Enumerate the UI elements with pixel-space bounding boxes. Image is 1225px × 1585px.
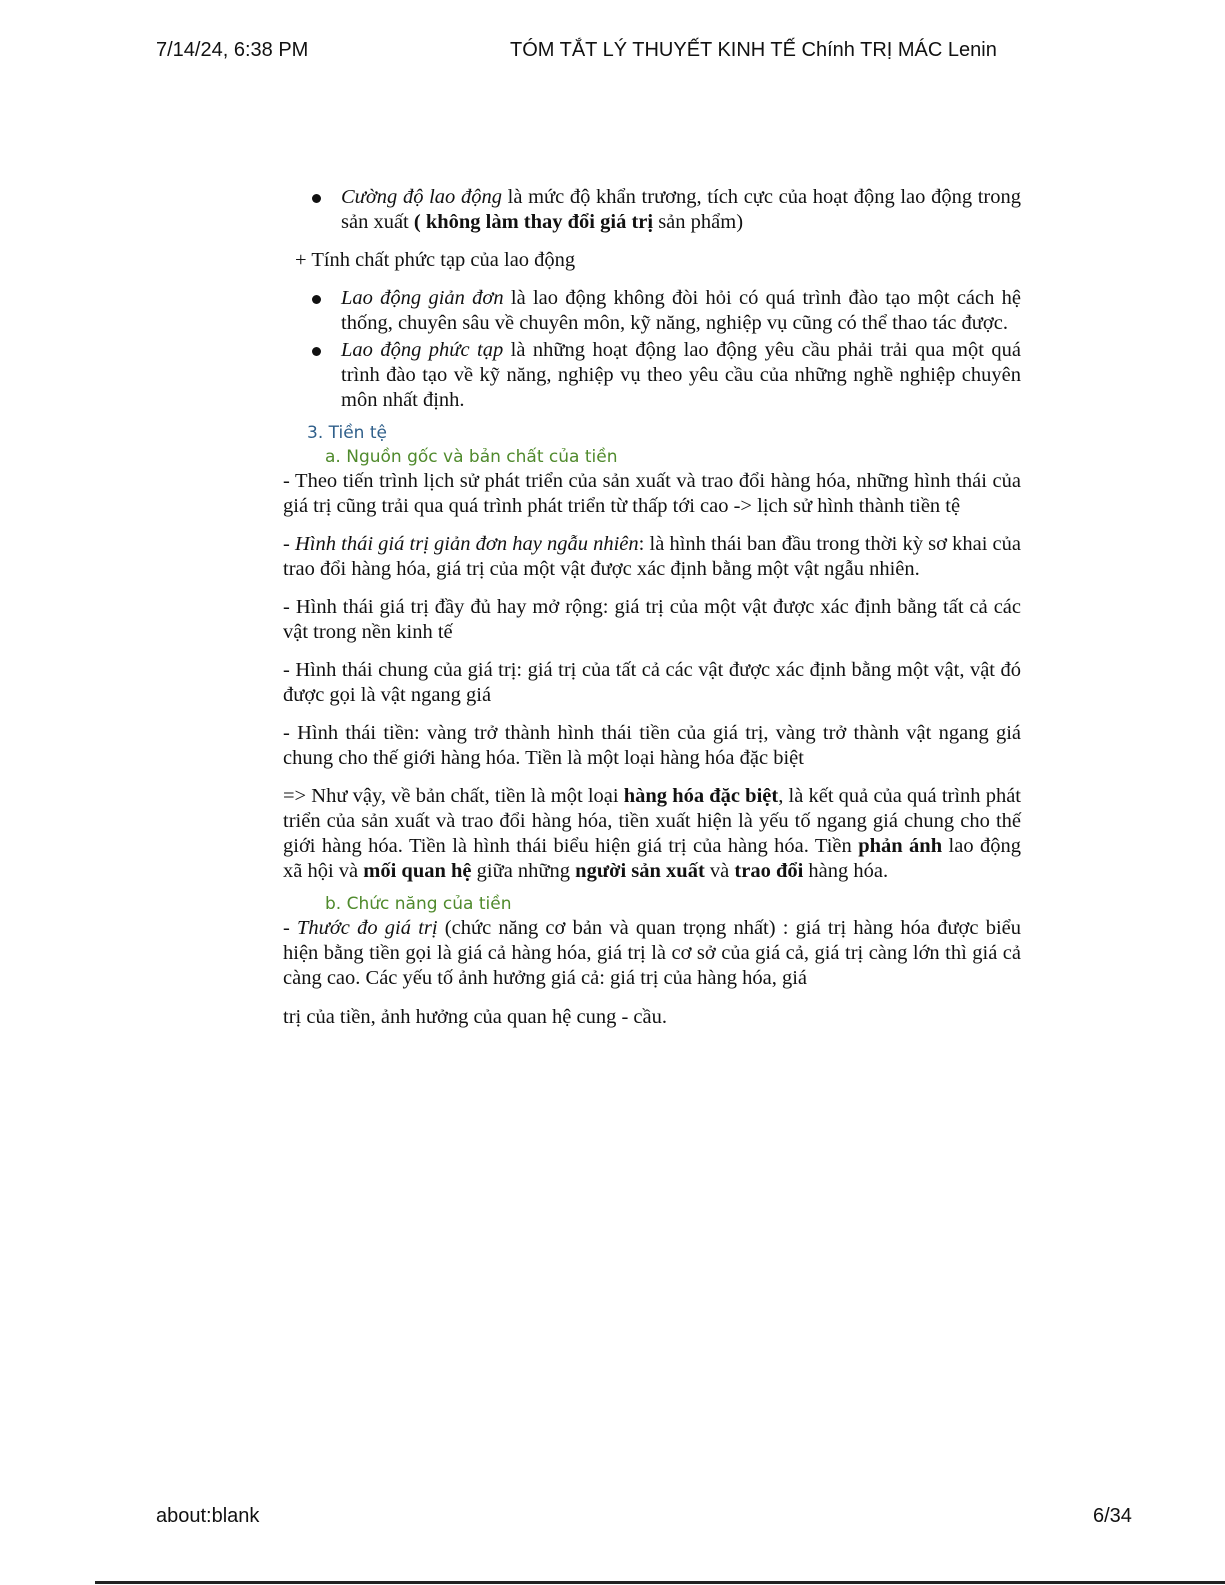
paragraph: - Hình thái chung của giá trị: giá trị của tất cả các vật được xác định bằng một vật, vật đó được gọi là vật ngang giá xyxy=(283,659,1021,706)
bullet-icon xyxy=(312,347,321,356)
bullet-item xyxy=(283,286,1021,336)
footer-page-number: 6/34 xyxy=(1093,1505,1132,1527)
term: Lao động phức tạp xyxy=(341,339,504,361)
text: là lao động không đòi hỏi có quá trình đào tạo một cách hệ thống, chuyên sâu về chuyên môn, kỹ năng, nghiệp vụ cũng có thể thao tác được. xyxy=(341,287,1021,334)
term: Hình thái giá trị giản đơn hay ngẫu nhiên xyxy=(294,533,639,555)
text: hàng hóa. xyxy=(803,860,889,882)
paragraph xyxy=(283,532,1021,582)
complex-heading: + Tính chất phức tạp của lao động xyxy=(295,249,576,271)
text: và xyxy=(704,860,735,882)
bold-text: người sản xuất xyxy=(575,860,705,882)
term: Thước đo giá trị xyxy=(297,917,438,939)
text: lao động xã hội và xyxy=(283,835,1022,882)
subsection-heading: b. Chức năng của tiền xyxy=(325,894,512,914)
text: : là hình thái ban đầu trong thời kỳ sơ khai của trao đổi hàng hóa, giá trị của một vật được xác định bằng một vật ngẫu nhiên. xyxy=(283,533,1021,580)
footer-url: about:blank xyxy=(156,1505,260,1527)
header-title: TÓM TẮT LÝ THUYẾT KINH TẾ Chính TRỊ MÁC Lenin xyxy=(510,39,997,61)
paragraph: - Hình thái tiền: vàng trở thành hình thái tiền của giá trị, vàng trở thành vật ngang giá chung cho thế giới hàng hóa. Tiền là một loại hàng hóa đặc biệt xyxy=(283,722,1021,769)
term: Lao động giản đơn xyxy=(341,287,504,309)
subsection-heading: a. Nguồn gốc và bản chất của tiền xyxy=(325,447,618,467)
text: (chức năng cơ bản và quan trọng nhất) : giá trị hàng hóa được biểu hiện bằng tiền gọi là giá cả hàng hóa, giá trị là cơ sở của giá cả, giá trị càng lớn thì giá cả càng cao. Các yếu tố ảnh hưởng giá cả: giá trị của hàng hóa, giá xyxy=(283,917,1021,989)
term: Cường độ lao động xyxy=(341,186,502,208)
text: sản phẩm) xyxy=(653,211,744,233)
bullet-text xyxy=(341,185,1021,235)
bold-text: mối quan hệ xyxy=(363,860,472,882)
paragraph: trị của tiền, ảnh hưởng của quan hệ cung - cầu. xyxy=(283,1006,667,1028)
header-datetime: 7/14/24, 6:38 PM xyxy=(156,39,309,61)
bullet-item xyxy=(283,338,1021,413)
bold-text: ( không làm thay đổi giá trị xyxy=(413,211,654,233)
bold-text: phản ánh xyxy=(858,835,943,857)
bullet-item xyxy=(283,185,1021,235)
page-bottom-border xyxy=(95,1581,1225,1584)
bold-text: hàng hóa đặc biệt xyxy=(623,785,779,807)
document-body xyxy=(283,185,1021,1030)
bullet-text xyxy=(341,338,1021,413)
text: là mức độ khẩn trương, tích cực của hoạt động lao động trong sản xuất xyxy=(341,186,1021,233)
paragraph: - Theo tiến trình lịch sử phát triển của sản xuất và trao đổi hàng hóa, những hình thái của giá trị cũng trải qua quá trình phát triển từ thấp tới cao -> lịch sử hình thành tiền tệ xyxy=(283,470,1021,517)
paragraph xyxy=(283,784,1021,884)
paragraph: - Hình thái giá trị đầy đủ hay mở rộng: giá trị của một vật được xác định bằng tất cả các vật trong nền kinh tế xyxy=(283,596,1021,643)
bullet-icon xyxy=(312,295,321,304)
section-heading: 3. Tiền tệ xyxy=(307,423,387,443)
text: => Như vậy, về bản chất, tiền là một loại xyxy=(283,785,624,807)
text: là những hoạt động lao động yêu cầu phải trải qua một quá trình đào tạo về kỹ năng, nghiệp vụ theo yêu cầu của những nghề nghiệp chuyên môn nhất định. xyxy=(341,339,1021,411)
text: - xyxy=(283,917,298,939)
text: - xyxy=(283,533,295,555)
paragraph xyxy=(283,916,1021,991)
text: , là kết quả của quá trình phát triển của sản xuất và trao đổi hàng hóa, tiền xuất hiện là yếu tố ngang giá chung cho thế giới hàng hóa. Tiền là hình thái biểu hiện giá trị của hàng hóa. Tiền xyxy=(283,785,1022,857)
bold-text: trao đổi xyxy=(734,860,804,882)
bullet-icon xyxy=(312,194,321,203)
bullet-text xyxy=(341,286,1021,336)
text: giữa những xyxy=(471,860,576,882)
